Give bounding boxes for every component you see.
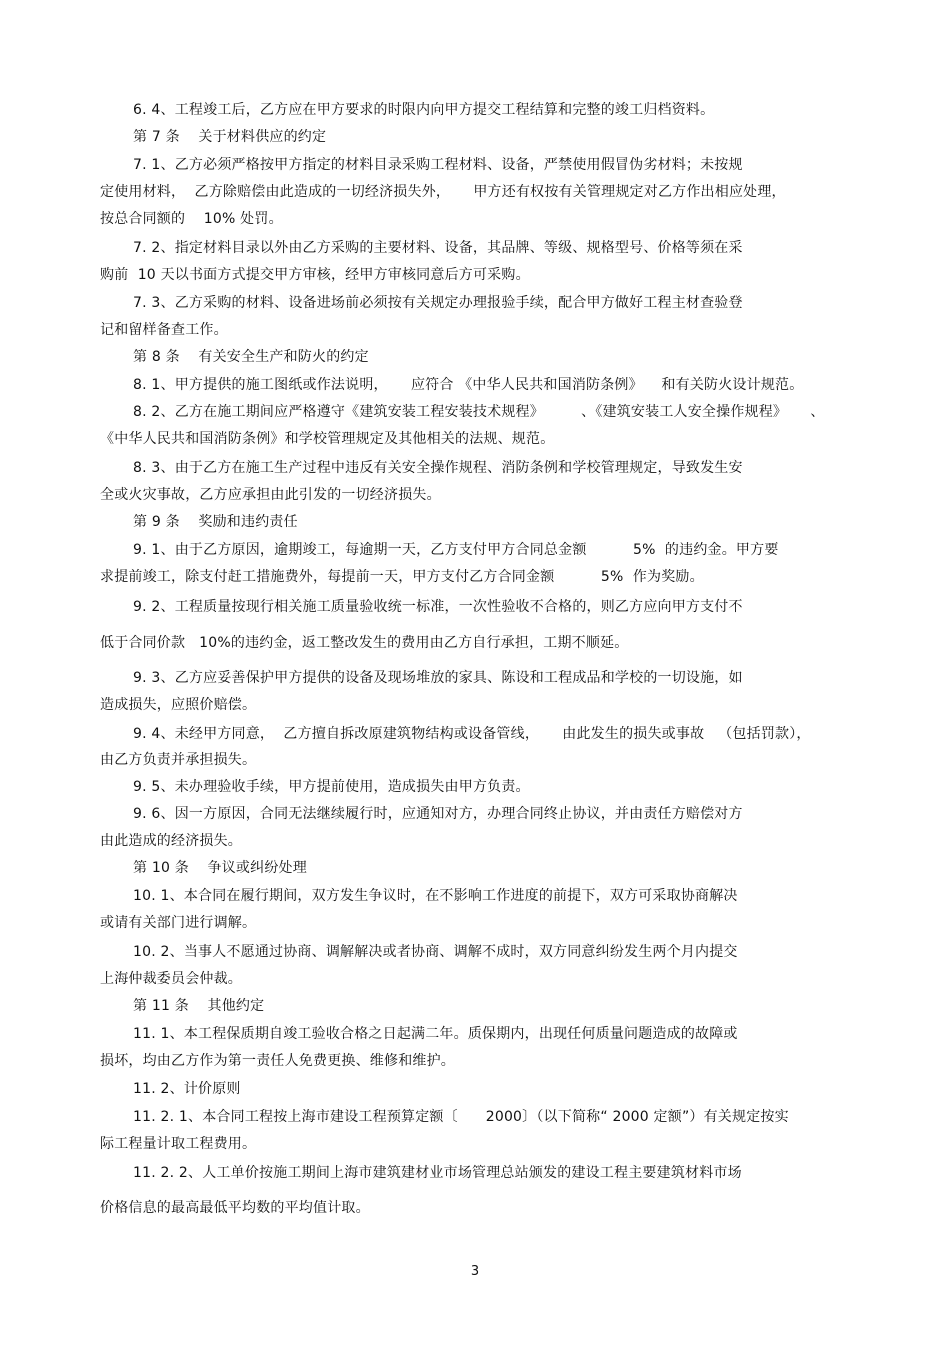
clause-8-1: 8. 1、甲方提供的施工图纸或作法说明， 应符合 《中华人民共和国消防条例》 和有关防火设计规范。 bbox=[133, 377, 804, 393]
clause-8-2-line-2: 《中华人民共和国消防条例》和学校管理规定及其他相关的法规、规范。 bbox=[100, 431, 555, 447]
clause-9-4-line-1: 9. 4、未经甲方同意， 乙方擅自拆改原建筑物结构或设备管线， 由此发生的损失或事故 （包括罚款）， bbox=[133, 726, 811, 742]
clause-9-5: 9. 5、未办理验收手续，甲方提前使用，造成损失由甲方负责。 bbox=[133, 779, 530, 795]
clause-6-4: 6. 4、工程竣工后，乙方应在甲方要求的时限内向甲方提交工程结算和完整的竣工归档资料。 bbox=[133, 102, 715, 118]
clause-11-2: 11. 2、计价原则 bbox=[133, 1081, 241, 1097]
clause-9-4-line-2: 由乙方负责并承担损失。 bbox=[100, 752, 257, 768]
clause-7-3-line-2: 记和留样备查工作。 bbox=[100, 322, 228, 338]
clause-9-1-line-1: 9. 1、由于乙方原因，逾期竣工，每逾期一天，乙方支付甲方合同总金额 5% 的违约金。甲方要 bbox=[133, 542, 779, 558]
clause-11-1-line-1: 11. 1、本工程保质期自竣工验收合格之日起满二年。质保期内，出现任何质量问题造成的故障或 bbox=[133, 1026, 738, 1042]
clause-8-3-line-2: 全或火灾事故，乙方应承担由此引发的一切经济损失。 bbox=[100, 487, 441, 503]
clause-9-3-line-2: 造成损失，应照价赔偿。 bbox=[100, 697, 257, 713]
clause-8-2-line-1: 8. 2、乙方在施工期间应严格遵守《建筑安装工程安装技术规程》 、《建筑安装工人安全操作规程》 、 bbox=[133, 404, 825, 420]
clause-7-3-line-1: 7. 3、乙方采购的材料、设备进场前必须按有关规定办理报验手续，配合甲方做好工程主材查验登 bbox=[133, 295, 743, 311]
article-10-heading: 第 10 条 争议或纠纷处理 bbox=[133, 860, 307, 876]
clause-11-2-2-line-2: 价格信息的最高最低平均数的平均值计取。 bbox=[100, 1200, 370, 1216]
article-8-heading: 第 8 条 有关安全生产和防火的约定 bbox=[133, 349, 369, 365]
clause-7-1-line-2: 定使用材料， 乙方除赔偿由此造成的一切经济损失外， 甲方还有权按有关管理规定对乙方作出相应处理， bbox=[100, 184, 786, 200]
clause-8-3-line-1: 8. 3、由于乙方在施工生产过程中违反有关安全操作规程、消防条例和学校管理规定，导致发生安 bbox=[133, 460, 743, 476]
clause-9-2-line-2: 低于合同价款 10%的违约金，返工整改发生的费用由乙方自行承担，工期不顺延。 bbox=[100, 635, 629, 651]
clause-10-2-line-1: 10. 2、当事人不愿通过协商、调解解决或者协商、调解不成时，双方同意纠纷发生两个月内提交 bbox=[133, 944, 738, 960]
clause-7-2-line-1: 7. 2、指定材料目录以外由乙方采购的主要材料、设备，其品牌、等级、规格型号、价格等须在采 bbox=[133, 240, 743, 256]
article-7-heading: 第 7 条 关于材料供应的约定 bbox=[133, 129, 327, 145]
clause-9-6-line-1: 9. 6、因一方原因，合同无法继续履行时，应通知对方，办理合同终止协议，并由责任方赔偿对方 bbox=[133, 806, 743, 822]
clause-7-1-line-1: 7. 1、乙方必须严格按甲方指定的材料目录采购工程材料、设备，严禁使用假冒伪劣材料；未按规 bbox=[133, 157, 743, 173]
article-9-heading: 第 9 条 奖励和违约责任 bbox=[133, 514, 298, 530]
clause-11-2-1-line-2: 际工程量计取工程费用。 bbox=[100, 1136, 257, 1152]
clause-10-2-line-2: 上海仲裁委员会仲裁。 bbox=[100, 971, 242, 987]
clause-11-1-line-2: 损坏，均由乙方作为第一责任人免费更换、维修和维护。 bbox=[100, 1053, 455, 1069]
clause-11-2-1-line-1: 11. 2. 1、本合同工程按上海市建设工程预算定额〔 2000〕（以下简称“ 2000 定额”）有关规定按实 bbox=[133, 1109, 789, 1125]
clause-7-2-line-2: 购前 10 天以书面方式提交甲方审核，经甲方审核同意后方可采购。 bbox=[100, 267, 530, 283]
article-11-heading: 第 11 条 其他约定 bbox=[133, 998, 265, 1014]
clause-9-1-line-2: 求提前竣工，除支付赶工措施费外，每提前一天，甲方支付乙方合同金额 5% 作为奖励。 bbox=[100, 569, 704, 585]
clause-9-2-line-1: 9. 2、工程质量按现行相关施工质量验收统一标准，一次性验收不合格的，则乙方应向甲方支付不 bbox=[133, 599, 743, 615]
clause-10-1-line-2: 或请有关部门进行调解。 bbox=[100, 915, 257, 931]
clause-9-3-line-1: 9. 3、乙方应妥善保护甲方提供的设备及现场堆放的家具、陈设和工程成品和学校的一切设施，如 bbox=[133, 670, 743, 686]
clause-10-1-line-1: 10. 1、本合同在履行期间，双方发生争议时，在不影响工作进度的前提下，双方可采取协商解决 bbox=[133, 888, 738, 904]
page-number: 3 bbox=[470, 1264, 480, 1279]
clause-7-1-line-3: 按总合同额的 10% 处罚。 bbox=[100, 211, 283, 227]
clause-11-2-2-line-1: 11. 2. 2、人工单价按施工期间上海市建筑建材业市场管理总站颁发的建设工程主要建筑材料市场 bbox=[133, 1165, 742, 1181]
clause-9-6-line-2: 由此造成的经济损失。 bbox=[100, 833, 242, 849]
